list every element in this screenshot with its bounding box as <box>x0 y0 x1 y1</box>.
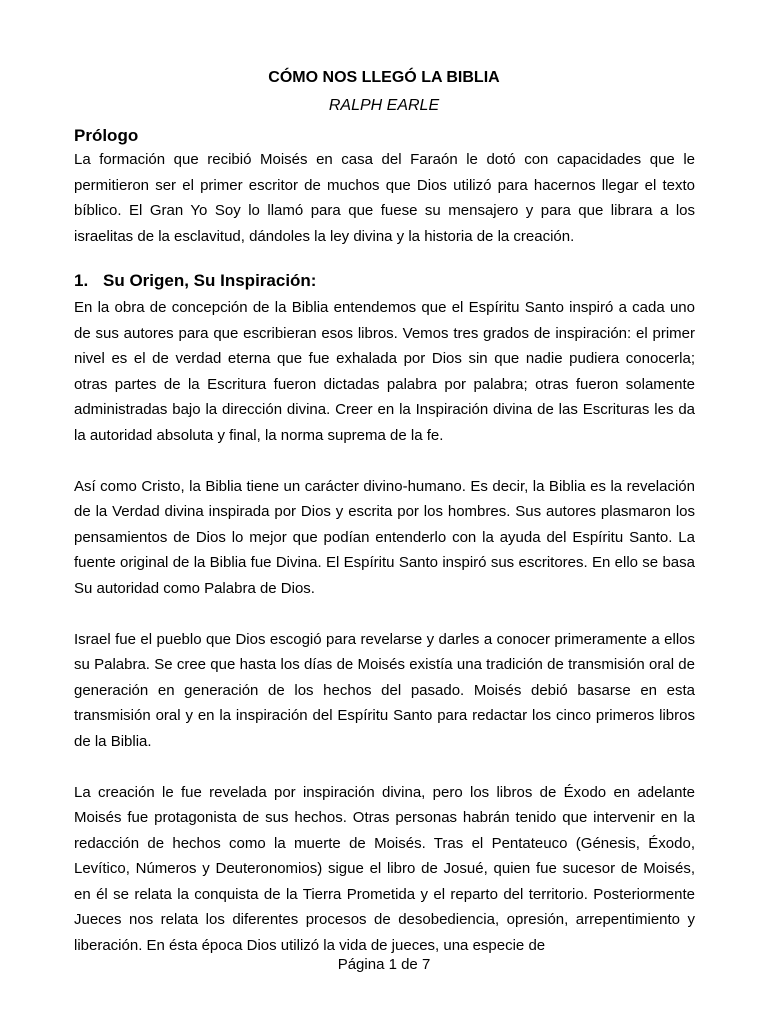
section-1-number: 1. <box>74 271 89 290</box>
section-1-paragraph-1: En la obra de concepción de la Biblia entendemos que el Espíritu Santo inspiró a cada uno de sus autores para que escribieran esos libros. Vemos tres grados de inspiración: el primer nivel es el de verdad eterna que fue exhalada por Dios sin que nadie pudiera conocerla; otras partes de la Escritura fueron dictadas palabra por palabra; otras fueron solamente administradas bajo la dirección divina. Creer en la Inspiración divina de las Escrituras les da la autoridad absoluta y final, la norma suprema de la fe. <box>74 299 695 444</box>
document-body <box>74 125 695 958</box>
section-1-heading <box>74 270 695 292</box>
section-1-paragraph-3: Israel fue el pueblo que Dios escogió para revelarse y darles a conocer primeramente a ellos su Palabra. Se cree que hasta los días de Moisés existía una tradición de transmisión oral de generación en generación de los hechos del pasado. Moisés debió basarse en esta transmisión oral y en la inspiración del Espíritu Santo para redactar los cinco primeros libros de la Biblia. <box>74 630 695 750</box>
section-1-paragraph-4: La creación le fue revelada por inspiración divina, pero los libros de Éxodo en adelante Moisés fue protagonista de sus hechos. Otras personas habrán tenido que intervenir en la redacción de hechos como la muerte de Moisés. Tras el Pentateuco (Génesis, Éxodo, Levítico, Números y Deuteronomios) sigue el libro de Josué, quien fue sucesor de Moisés, en él se relata la conquista de la Tierra Prometida y el reparto del territorio. Posteriormente Jueces nos relata los diferentes procesos de desobediencia, opresión, arrepentimiento y liberación. En ésta época Dios utilizó la vida de jueces, una especie de <box>74 783 695 954</box>
prologue-paragraph: La formación que recibió Moisés en casa del Faraón le dotó con capacidades que le permitieron ser el primer escritor de muchos que Dios utilizó para hacernos llegar el texto bíblico. El Gran Yo Soy lo llamó para que fuese su mensajero y para que librara a los israelitas de la esclavitud, dándoles la ley divina y la historia de la creación. <box>74 151 695 245</box>
document-title: CÓMO NOS LLEGÓ LA BIBLIA <box>268 69 500 86</box>
prologue-heading: Prólogo <box>74 126 139 145</box>
section-1-title: Su Origen, Su Inspiración: <box>103 271 317 290</box>
document-author: RALPH EARLE <box>328 97 440 114</box>
section-1-paragraph-2: Así como Cristo, la Biblia tiene un carácter divino-humano. Es decir, la Biblia es la revelación de la Verdad divina inspirada por Dios y escrita por los hombres. Sus autores plasmaron los pensamientos de Dios lo mejor que podían entenderlo con la ayuda del Espíritu Santo. La fuente original de la Biblia fue Divina. El Espíritu Santo inspiró sus escritores. En ello se basa Su autoridad como Palabra de Dios. <box>74 477 695 597</box>
page-number-footer: Página 1 de 7 <box>337 956 431 973</box>
